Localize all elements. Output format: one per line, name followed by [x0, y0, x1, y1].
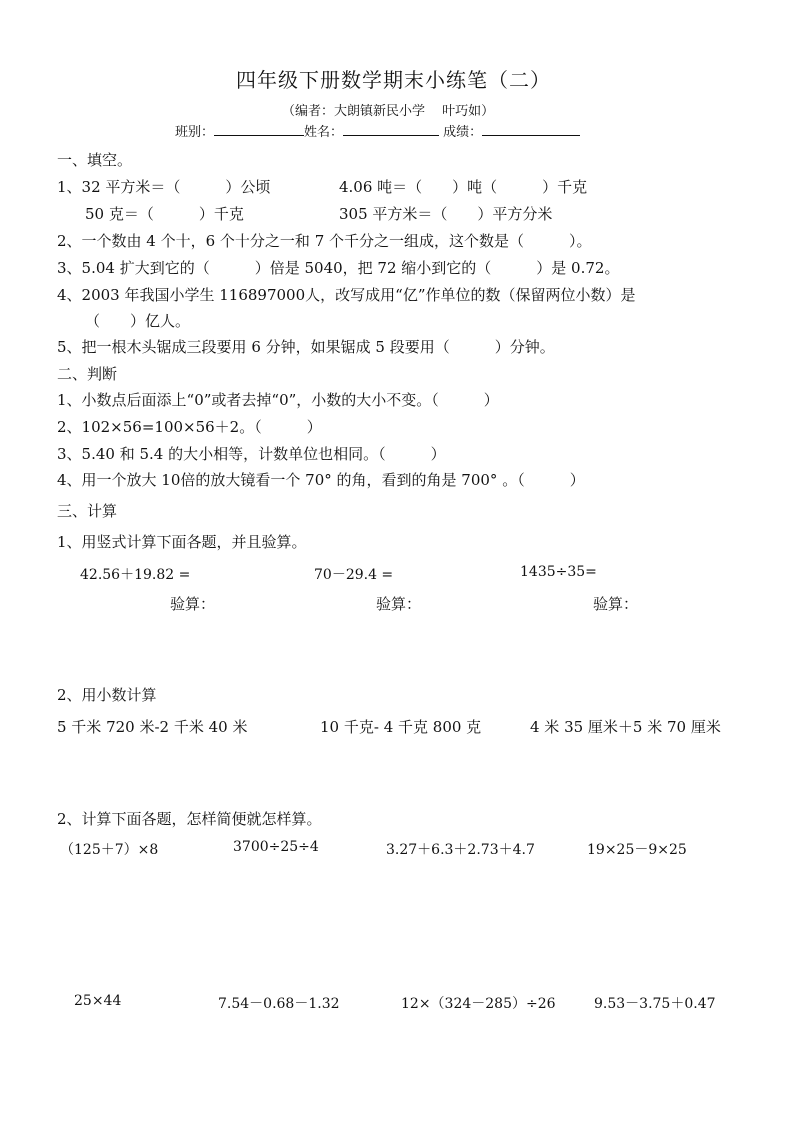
- fill-q4a: 4、2003 年我国小学生 116897000人，改写成用“亿”作单位的数（保留两位小数）是: [57, 286, 636, 304]
- check-label-1: 验算：: [170, 595, 216, 613]
- simplify-2: 3700÷25÷4: [233, 839, 319, 855]
- check-label-3: 验算：: [593, 595, 639, 613]
- page-title: 四年级下册数学期末小练笔（二）: [236, 68, 551, 92]
- fill-q1c: 50 克＝（ ）千克: [85, 205, 244, 223]
- fill-q1b: 4.06 吨＝（ ）吨（ ）千克: [339, 178, 588, 196]
- fill-q2: 2、一个数由 4 个十，6 个十分之一和 7 个千分之一组成，这个数是（ ）。: [57, 232, 592, 250]
- editor-line: （编者：大朗镇新民小学 叶巧如）: [282, 104, 495, 119]
- vertical-calc-3: 1435÷35=: [520, 564, 597, 580]
- decimal-calc-3: 4 米 35 厘米＋5 米 70 厘米: [530, 718, 721, 736]
- score-blank: [482, 121, 580, 136]
- class-label: 班别：: [175, 125, 215, 140]
- fill-q1d: 305 平方米＝（ ）平方分米: [339, 205, 553, 223]
- judge-q2: 2、102×56=100×56＋2。（ ）: [57, 418, 322, 436]
- fill-q3: 3、5.04 扩大到它的（ ）倍是 5040，把 72 缩小到它的（ ）是 0.72。: [57, 259, 620, 277]
- fill-q5: 5、把一根木头锯成三段要用 6 分钟，如果锯成 5 段要用（ ）分钟。: [57, 338, 555, 356]
- fill-q1a: 1、32 平方米＝（ ）公顷: [57, 178, 271, 196]
- vertical-calc-1: 42.56＋19.82 =: [80, 567, 191, 583]
- class-blank: [214, 121, 304, 136]
- section3-heading: 三、计算: [57, 502, 118, 520]
- decimal-calc-1: 5 千米 720 米-2 千米 40 米: [57, 718, 248, 736]
- judge-q3: 3、5.40 和 5.4 的大小相等，计数单位也相同。（ ）: [57, 445, 446, 463]
- simplify-5: 25×44: [74, 993, 122, 1009]
- judge-q1: 1、小数点后面添上“0”或者去掉“0”，小数的大小不变。（ ）: [57, 391, 499, 409]
- simplify-1: （125＋7）×8: [60, 842, 159, 858]
- simplify-instruction: 2、计算下面各题，怎样简便就怎样算。: [57, 810, 322, 828]
- section1-heading: 一、填空。: [57, 151, 133, 169]
- vertical-calc-2: 70－29.4 =: [314, 567, 394, 583]
- section2-heading: 二、判断: [57, 365, 118, 383]
- check-label-2: 验算：: [376, 595, 422, 613]
- simplify-8: 9.53－3.75＋0.47: [594, 996, 716, 1012]
- simplify-3: 3.27＋6.3＋2.73＋4.7: [386, 842, 535, 858]
- info-row: [175, 121, 580, 140]
- fill-q4b: （ ）亿人。: [85, 312, 191, 330]
- score-label: 成绩：: [443, 125, 483, 140]
- simplify-6: 7.54－0.68－1.32: [218, 996, 340, 1012]
- vertical-calc-instruction: 1、用竖式计算下面各题，并且验算。: [57, 533, 307, 551]
- name-blank: [343, 121, 439, 136]
- decimal-calc-2: 10 千克- 4 千克 800 克: [320, 718, 482, 736]
- decimal-calc-instruction: 2、用小数计算: [57, 686, 157, 704]
- name-label: 姓名：: [304, 125, 344, 140]
- judge-q4: 4、用一个放大 10倍的放大镜看一个 70° 的角，看到的角是 700° 。（ ）: [57, 471, 585, 489]
- simplify-7: 12×（324－285）÷26: [401, 996, 556, 1012]
- simplify-4: 19×25－9×25: [587, 842, 687, 858]
